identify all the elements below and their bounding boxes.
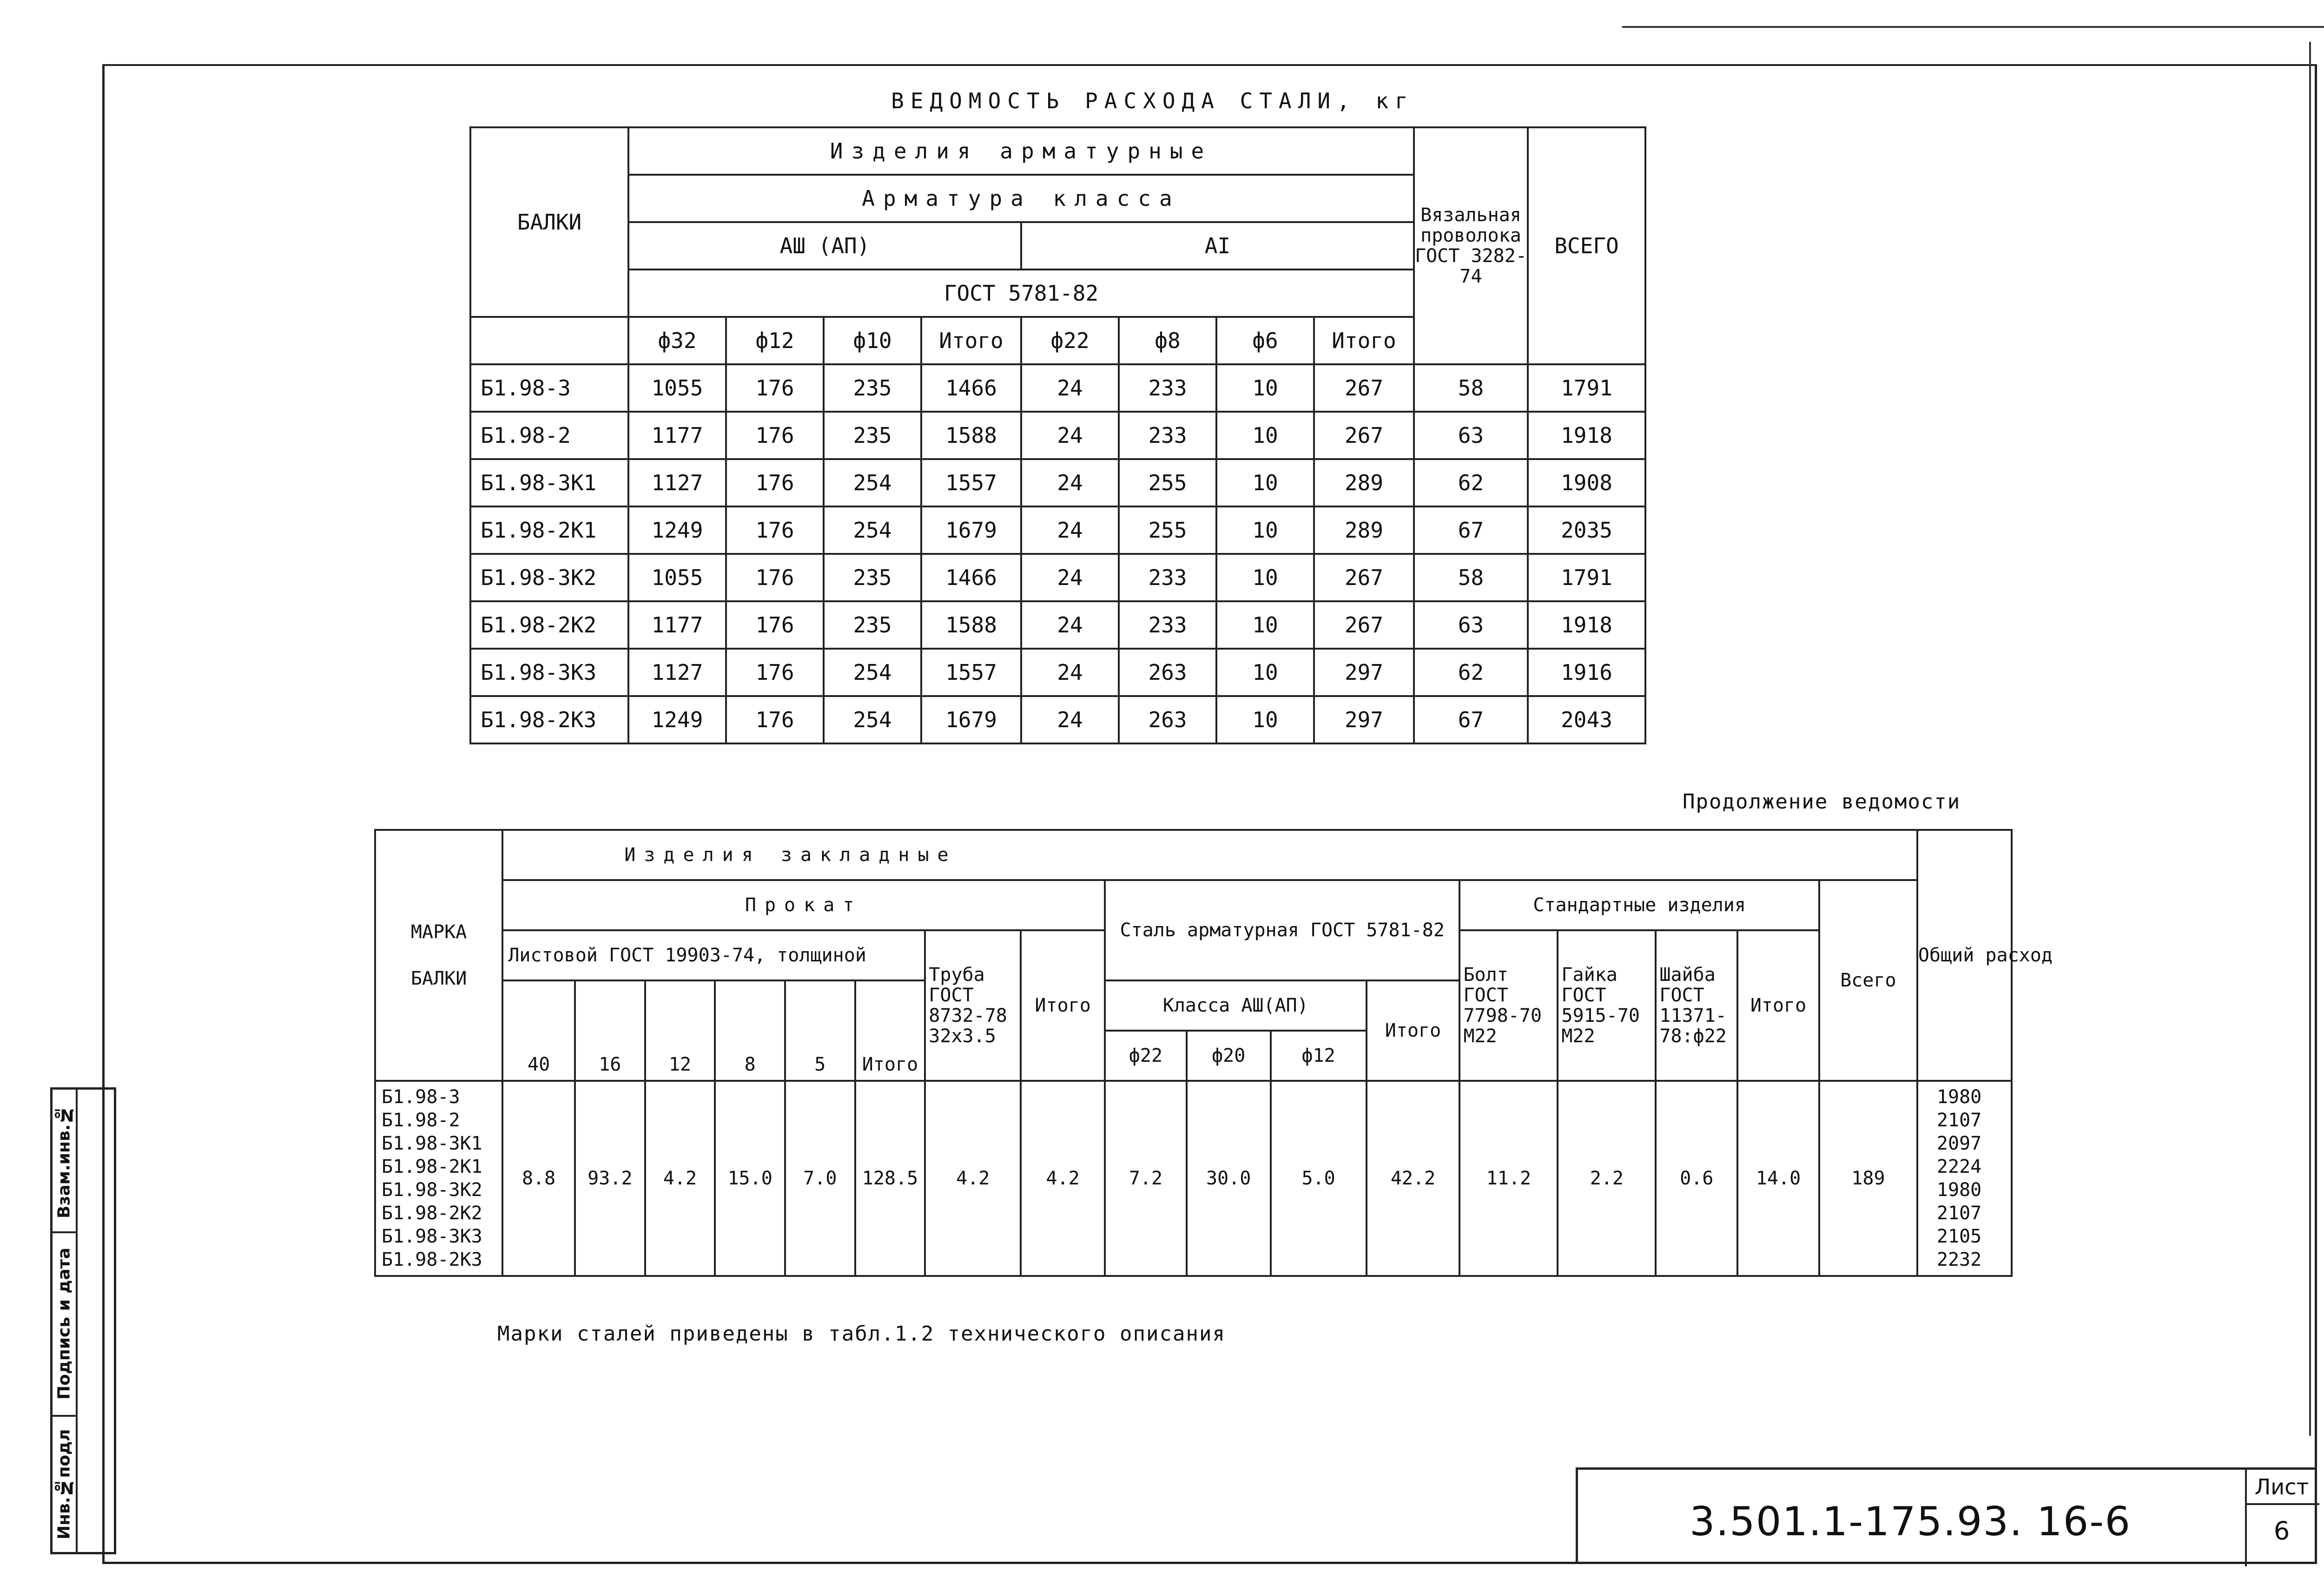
header-total: ВСЕГО bbox=[1528, 127, 1645, 364]
row-mark: Б1.98-2К3 bbox=[470, 696, 628, 743]
table-cell: 67 bbox=[1414, 696, 1528, 743]
header-prokat-itogo: Итого bbox=[1021, 930, 1105, 1081]
col-header-1: ф12 bbox=[726, 317, 824, 364]
thickness-header: 40 bbox=[502, 980, 575, 1081]
header-products: Изделия арматурные bbox=[628, 127, 1414, 175]
table-cell: 24 bbox=[1021, 506, 1119, 554]
header-a3: АШ (АП) bbox=[628, 222, 1021, 270]
bar-header: ф12 bbox=[1271, 1031, 1367, 1081]
table-cell: 58 bbox=[1414, 554, 1528, 601]
table-cell: 1557 bbox=[921, 459, 1021, 506]
table-cell: 10 bbox=[1216, 506, 1314, 554]
header-nut: Гайка ГОСТ 5915-70 М22 bbox=[1558, 930, 1656, 1081]
value-cell: 4.2 bbox=[925, 1081, 1021, 1276]
thickness-header: Итого bbox=[855, 980, 925, 1081]
table-cell: 289 bbox=[1314, 459, 1414, 506]
thickness-header: 16 bbox=[575, 980, 645, 1081]
value-cell: 30.0 bbox=[1187, 1081, 1271, 1276]
table-cell: 1908 bbox=[1528, 459, 1645, 506]
table-row bbox=[470, 601, 1645, 649]
table-cell: 58 bbox=[1414, 364, 1528, 412]
table-cell: 254 bbox=[824, 696, 921, 743]
header-class-a3: Класса АШ(АП) bbox=[1105, 980, 1367, 1031]
table-cell: 1177 bbox=[628, 412, 726, 459]
header-wire: Вязальная проволока ГОСТ 3282-74 bbox=[1414, 127, 1528, 364]
row-mark: Б1.98-3 bbox=[470, 364, 628, 412]
header-overall: Общий расход bbox=[1917, 830, 2012, 1081]
value-cell: 7.0 bbox=[785, 1081, 855, 1276]
table-cell: 10 bbox=[1216, 412, 1314, 459]
table-cell: 267 bbox=[1314, 554, 1414, 601]
table-cell: 297 bbox=[1314, 696, 1414, 743]
row-mark: Б1.98-2К1 bbox=[470, 506, 628, 554]
table-cell: 10 bbox=[1216, 649, 1314, 696]
table-cell: 1249 bbox=[628, 696, 726, 743]
table-cell: 1588 bbox=[921, 601, 1021, 649]
value-cell: 15.0 bbox=[715, 1081, 785, 1276]
table-cell: 176 bbox=[726, 601, 824, 649]
value-cell: 2.2 bbox=[1558, 1081, 1656, 1276]
table-cell: 63 bbox=[1414, 412, 1528, 459]
bar-header: ф20 bbox=[1187, 1031, 1271, 1081]
table-cell: 1127 bbox=[628, 459, 726, 506]
overall-item: 2107 bbox=[1936, 1110, 1982, 1131]
header-a1: АI bbox=[1021, 222, 1414, 270]
title-block bbox=[1576, 1467, 2317, 1564]
table-cell: 1791 bbox=[1528, 364, 1645, 412]
header-total: Всего bbox=[1819, 880, 1917, 1081]
top-border-line bbox=[1622, 26, 2324, 28]
table-cell: 1466 bbox=[921, 554, 1021, 601]
row-mark: Б1.98-2 bbox=[470, 412, 628, 459]
mark-item: Б1.98-3 bbox=[382, 1086, 460, 1108]
overall-list bbox=[1917, 1081, 2012, 1276]
table-cell: 10 bbox=[1216, 601, 1314, 649]
table-cell: 24 bbox=[1021, 459, 1119, 506]
header-std: Стандартные изделия bbox=[1459, 880, 1819, 930]
table-cell: 1918 bbox=[1528, 601, 1645, 649]
value-cell: 93.2 bbox=[575, 1081, 645, 1276]
table-row bbox=[470, 412, 1645, 459]
table-cell: 1177 bbox=[628, 601, 726, 649]
table-row bbox=[470, 364, 1645, 412]
bar-header: ф22 bbox=[1105, 1031, 1187, 1081]
document-code: 3.501.1-175.93. 16-6 bbox=[1690, 1499, 2132, 1545]
header-mark bbox=[375, 830, 502, 1081]
table-cell: 176 bbox=[726, 506, 824, 554]
table-cell: 1918 bbox=[1528, 412, 1645, 459]
value-cell: 4.2 bbox=[645, 1081, 715, 1276]
value-cell: 11.2 bbox=[1459, 1081, 1558, 1276]
sheet-label: Лист bbox=[2254, 1474, 2309, 1499]
overall-item: 2224 bbox=[1936, 1156, 1982, 1177]
col-header-3: Итого bbox=[921, 317, 1021, 364]
table-cell: 10 bbox=[1216, 696, 1314, 743]
overall-item: 1980 bbox=[1936, 1179, 1982, 1201]
mark-item: Б1.98-2К1 bbox=[382, 1156, 482, 1177]
table-cell: 233 bbox=[1119, 554, 1216, 601]
value-cell: 128.5 bbox=[855, 1081, 925, 1276]
table-cell: 235 bbox=[824, 364, 921, 412]
overall-item: 2107 bbox=[1936, 1203, 1982, 1224]
value-cell: 189 bbox=[1819, 1081, 1917, 1276]
value-cell: 4.2 bbox=[1021, 1081, 1105, 1276]
table-cell: 24 bbox=[1021, 364, 1119, 412]
table-cell: 1127 bbox=[628, 649, 726, 696]
table-cell: 255 bbox=[1119, 459, 1216, 506]
table-cell: 233 bbox=[1119, 412, 1216, 459]
table-row bbox=[470, 649, 1645, 696]
row-mark: Б1.98-3К3 bbox=[470, 649, 628, 696]
table-cell: 1916 bbox=[1528, 649, 1645, 696]
overall-item: 2105 bbox=[1936, 1226, 1982, 1247]
table-row bbox=[470, 506, 1645, 554]
col-header-5: ф8 bbox=[1119, 317, 1216, 364]
steel-consumption-table bbox=[469, 126, 1646, 744]
row-mark: Б1.98-3К2 bbox=[470, 554, 628, 601]
header-empty bbox=[470, 317, 628, 364]
value-cell: 0.6 bbox=[1656, 1081, 1737, 1276]
table-cell: 297 bbox=[1314, 649, 1414, 696]
table-cell: 255 bbox=[1119, 506, 1216, 554]
embedded-products-table bbox=[374, 829, 2053, 1277]
table-row bbox=[470, 696, 1645, 743]
table-cell: 1249 bbox=[628, 506, 726, 554]
header-bolt: Болт ГОСТ 7798-70 М22 bbox=[1459, 930, 1558, 1081]
continuation-label: Продолжение ведомости bbox=[1683, 790, 1961, 814]
value-cell: 7.2 bbox=[1105, 1081, 1187, 1276]
header-embedded: Изделия закладные bbox=[502, 830, 1917, 880]
value-cell: 42.2 bbox=[1367, 1081, 1460, 1276]
mark-item: Б1.98-2К2 bbox=[382, 1203, 482, 1224]
header-prokat: Прокат bbox=[502, 880, 1105, 930]
header-mark-2: БАЛКИ bbox=[410, 968, 467, 989]
value-cell: 14.0 bbox=[1737, 1081, 1819, 1276]
table-cell: 267 bbox=[1314, 601, 1414, 649]
mark-item: Б1.98-3К1 bbox=[382, 1133, 482, 1154]
header-beams: БАЛКИ bbox=[470, 127, 628, 317]
table-cell: 24 bbox=[1021, 649, 1119, 696]
table-cell: 254 bbox=[824, 459, 921, 506]
side-inv-orig: Инв.№подл bbox=[54, 1429, 74, 1539]
side-stamp bbox=[50, 1087, 116, 1554]
mark-item: Б1.98-2К3 bbox=[382, 1249, 482, 1270]
table-cell: 24 bbox=[1021, 554, 1119, 601]
table-cell: 10 bbox=[1216, 554, 1314, 601]
table-cell: 176 bbox=[726, 459, 824, 506]
col-header-7: Итого bbox=[1314, 317, 1414, 364]
table-cell: 10 bbox=[1216, 364, 1314, 412]
marks-list bbox=[375, 1081, 502, 1276]
thickness-header: 8 bbox=[715, 980, 785, 1081]
overall-item: 2232 bbox=[1936, 1249, 1982, 1270]
table-cell: 176 bbox=[726, 649, 824, 696]
header-sheet: Листовой ГОСТ 19903-74, толщиной bbox=[502, 930, 925, 980]
header-steel: Сталь арматурная ГОСТ 5781-82 bbox=[1105, 880, 1459, 980]
thickness-header: 12 bbox=[645, 980, 715, 1081]
table-cell: 1588 bbox=[921, 412, 1021, 459]
table-cell: 176 bbox=[726, 696, 824, 743]
table-cell: 233 bbox=[1119, 364, 1216, 412]
right-border-line bbox=[2309, 42, 2311, 1436]
table-cell: 10 bbox=[1216, 459, 1314, 506]
table-cell: 233 bbox=[1119, 601, 1216, 649]
header-steel-itogo: Итого bbox=[1367, 980, 1460, 1081]
table-cell: 1557 bbox=[921, 649, 1021, 696]
value-cell: 5.0 bbox=[1271, 1081, 1367, 1276]
table-cell: 254 bbox=[824, 649, 921, 696]
table-cell: 263 bbox=[1119, 649, 1216, 696]
table-row bbox=[470, 554, 1645, 601]
table-cell: 235 bbox=[824, 412, 921, 459]
table-cell: 1791 bbox=[1528, 554, 1645, 601]
col-header-6: ф6 bbox=[1216, 317, 1314, 364]
table-row bbox=[470, 459, 1645, 506]
footnote: Марки сталей приведены в табл.1.2 технического описания bbox=[497, 1322, 1226, 1346]
mark-item: Б1.98-3К3 bbox=[382, 1226, 482, 1247]
table-cell: 24 bbox=[1021, 601, 1119, 649]
value-cell: 8.8 bbox=[502, 1081, 575, 1276]
table-cell: 2043 bbox=[1528, 696, 1645, 743]
table-cell: 1679 bbox=[921, 506, 1021, 554]
table-cell: 289 bbox=[1314, 506, 1414, 554]
table-cell: 24 bbox=[1021, 412, 1119, 459]
table-cell: 1055 bbox=[628, 364, 726, 412]
sheet-cell bbox=[2245, 1470, 2319, 1566]
table-cell: 62 bbox=[1414, 649, 1528, 696]
table-cell: 267 bbox=[1314, 412, 1414, 459]
header-std-itogo: Итого bbox=[1737, 930, 1819, 1081]
table-cell: 1466 bbox=[921, 364, 1021, 412]
header-mark-1: МАРКА bbox=[410, 921, 467, 943]
table-cell: 1679 bbox=[921, 696, 1021, 743]
side-sign-date: Подпись и дата bbox=[54, 1248, 74, 1400]
sheet-number: 6 bbox=[2273, 1516, 2290, 1545]
table-cell: 176 bbox=[726, 364, 824, 412]
table-cell: 235 bbox=[824, 601, 921, 649]
table-cell: 62 bbox=[1414, 459, 1528, 506]
table-cell: 176 bbox=[726, 412, 824, 459]
thickness-header: 5 bbox=[785, 980, 855, 1081]
col-header-4: ф22 bbox=[1021, 317, 1119, 364]
page-title: ВЕДОМОСТЬ РАСХОДА СТАЛИ, кг bbox=[891, 88, 1414, 113]
row-mark: Б1.98-3К1 bbox=[470, 459, 628, 506]
sheet-divider bbox=[2247, 1503, 2319, 1505]
side-inv-repl: Взам.инв.№ bbox=[54, 1105, 74, 1218]
table-cell: 63 bbox=[1414, 601, 1528, 649]
mark-item: Б1.98-2 bbox=[382, 1110, 460, 1131]
table-cell: 1055 bbox=[628, 554, 726, 601]
header-washer: Шайба ГОСТ 11371-78:ф22 bbox=[1656, 930, 1737, 1081]
table-cell: 235 bbox=[824, 554, 921, 601]
table-cell: 267 bbox=[1314, 364, 1414, 412]
header-gost: ГОСТ 5781-82 bbox=[628, 270, 1414, 317]
table-cell: 24 bbox=[1021, 696, 1119, 743]
table-cell: 67 bbox=[1414, 506, 1528, 554]
header-pipe: Труба ГОСТ 8732-78 32х3.5 bbox=[925, 930, 1021, 1081]
mark-item: Б1.98-3К2 bbox=[382, 1179, 482, 1201]
table-cell: 263 bbox=[1119, 696, 1216, 743]
table-cell: 2035 bbox=[1528, 506, 1645, 554]
header-class: Арматура класса bbox=[628, 175, 1414, 222]
table-cell: 254 bbox=[824, 506, 921, 554]
row-mark: Б1.98-2К2 bbox=[470, 601, 628, 649]
overall-item: 1980 bbox=[1936, 1086, 1982, 1108]
overall-item: 2097 bbox=[1936, 1133, 1982, 1154]
col-header-2: ф10 bbox=[824, 317, 921, 364]
col-header-0: ф32 bbox=[628, 317, 726, 364]
table-cell: 176 bbox=[726, 554, 824, 601]
